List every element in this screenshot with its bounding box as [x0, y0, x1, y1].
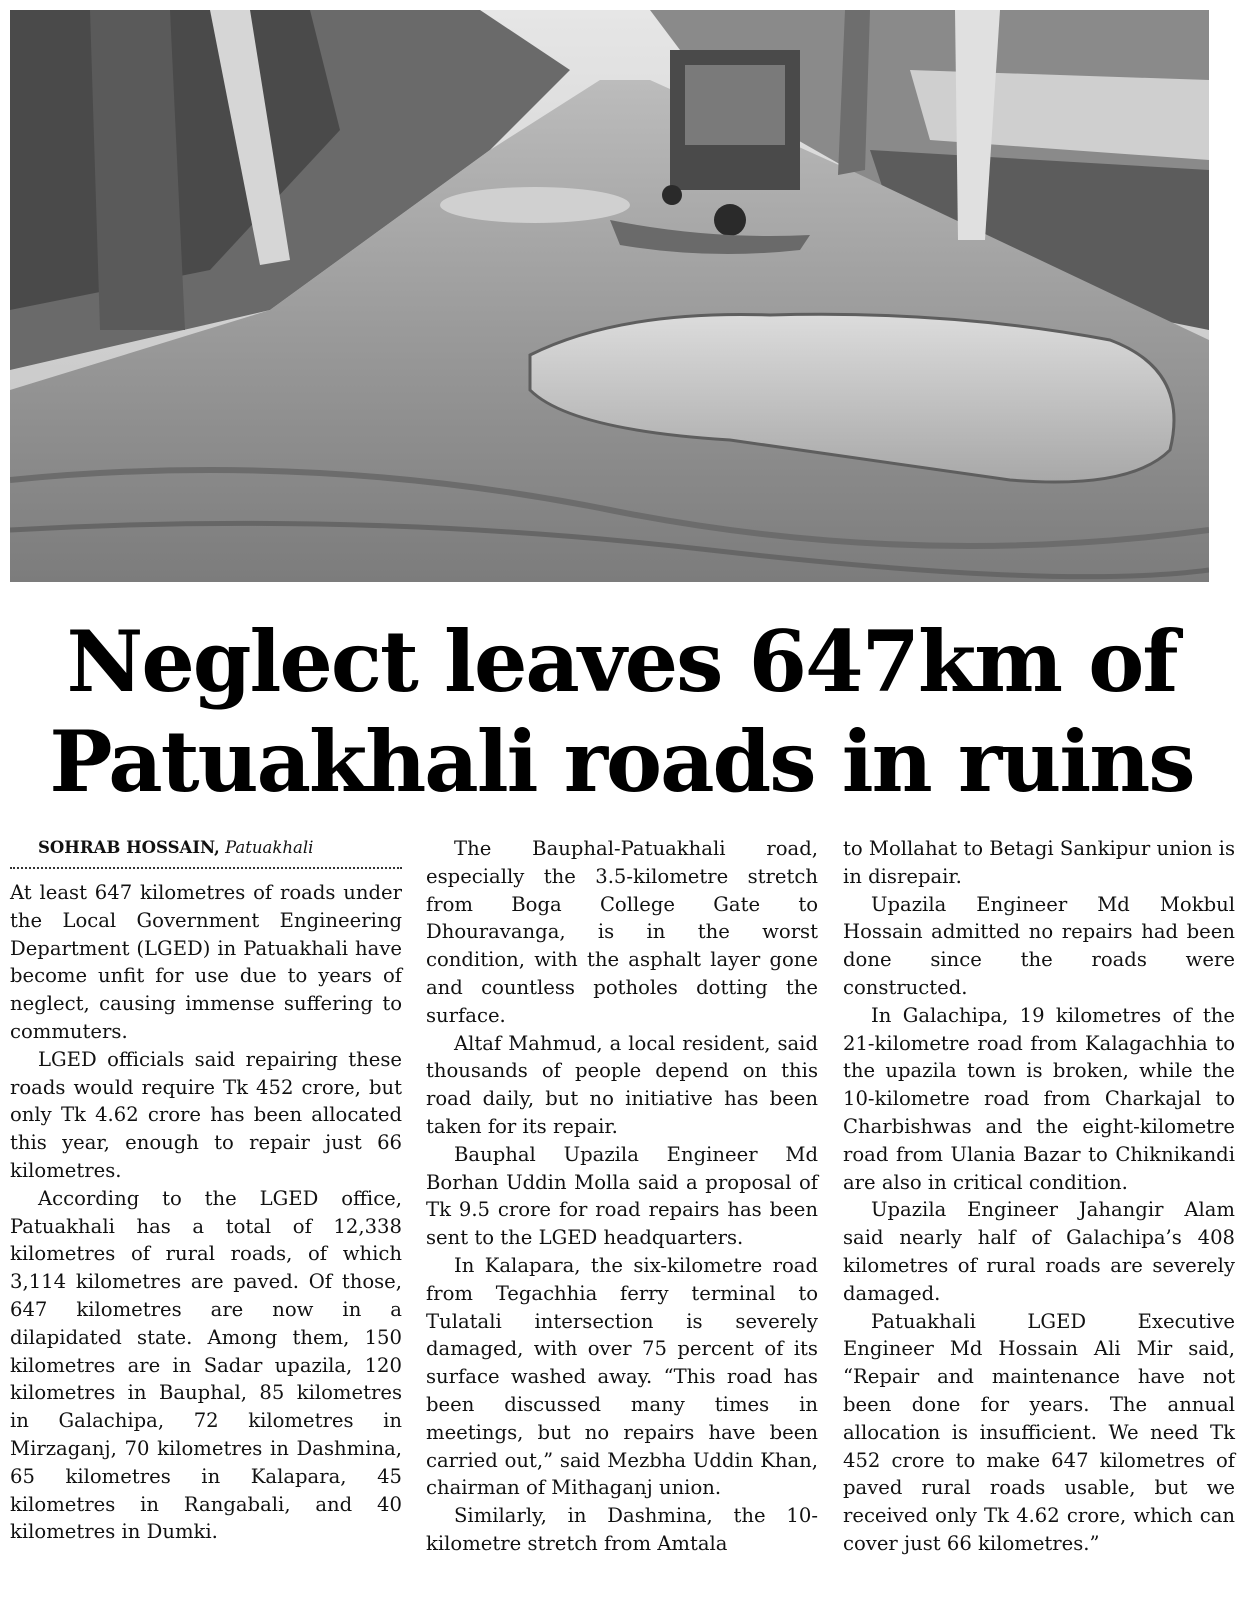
article-column-2: [426, 835, 818, 1558]
paragraph: Upazila Engineer Jahangir Alam said nearly half of Galachipa’s 408 kilometres of rural roads are severely damaged.: [843, 1198, 1235, 1305]
paragraph: Similarly, in Dashmina, the 10-kilometre stretch from Amtala: [426, 1504, 818, 1555]
paragraph: Patuakhali LGED Executive Engineer Md Hossain Ali Mir said, “Repair and maintenance have not been done for years. The annual allocation is insufficient. We need Tk 452 crore to make 647 kilometres of paved rural roads usable, but we received only Tk 4.62 crore, which can cover just 66 kilometres.”: [843, 1309, 1235, 1555]
paragraph: According to the LGED office, Patuakhali has a total of 12,338 kilometres of rural roads, of which 3,114 kilometres are paved. Of those, 647 kilometres are now in a dilapidated state. Among them, 150 kilometres are in Sadar upazila, 120 kilometres in Bauphal, 85 kilometres in Galachipa, 72 kilometres in Mirzaganj, 70 kilometres in Dashmina, 65 kilometres in Kalapara, 45 kilometres in Rangabali, and 40 kilometres in Dumki.: [10, 1186, 402, 1544]
article-column-3: [843, 835, 1235, 1558]
article-column-1: [10, 835, 402, 1546]
byline: [10, 835, 402, 861]
road-photo: [10, 10, 1209, 582]
paragraph: At least 647 kilometres of roads under the Local Government Engineering Department (LGED) in Patuakhali have become unfit for use due to years of neglect, causing immense suffering to commuters.: [10, 881, 402, 1043]
road-potholes-photo-icon: [10, 10, 1209, 582]
byline-author: SOHRAB HOSSAIN,: [38, 838, 220, 857]
paragraph: Altaf Mahmud, a local resident, said thousands of people depend on this road daily, but no initiative has been taken for its repair.: [426, 1031, 818, 1138]
paragraph-continuation: to Mollahat to Betagi Sankipur union is in disrepair.: [843, 837, 1235, 888]
paragraph: LGED officials said repairing these roads would require Tk 452 crore, but only Tk 4.62 crore has been allocated this year, enough to repair just 66 kilometres.: [10, 1047, 402, 1182]
paragraph: In Galachipa, 19 kilometres of the 21-kilometre road from Kalagachhia to the upazila town is broken, while the 10-kilometre road from Charkajal to Charbishwas and the eight-kilometre road from Ulania Bazar to Chiknikandi are also in critical condition.: [843, 1003, 1235, 1194]
byline-divider: [10, 867, 402, 869]
paragraph: In Kalapara, the six-kilometre road from Tegachhia ferry terminal to Tulatali intersection is severely damaged, with over 75 percent of its surface washed away. “This road has been discussed many times in meetings, but no repairs have been carried out,” said Mezbha Uddin Khan, chairman of Mithaganj union.: [426, 1253, 818, 1500]
paragraph: The Bauphal-Patuakhali road, especially the 3.5-kilometre stretch from Boga College Gate to Dhouravanga, is in the worst condition, with the asphalt layer gone and countless potholes dotting the surface.: [426, 837, 818, 1027]
paragraph: Upazila Engineer Md Mokbul Hossain admitted no repairs had been done since the roads were constructed.: [843, 892, 1235, 999]
headline-line-1: Neglect leaves 647km of: [66, 612, 1177, 711]
byline-location: Patuakhali: [225, 838, 314, 857]
headline-line-2: Patuakhali roads in ruins: [49, 712, 1194, 811]
paragraph: Bauphal Upazila Engineer Md Borhan Uddin Molla said a proposal of Tk 9.5 crore for road repairs has been sent to the LGED headquarters.: [426, 1142, 818, 1250]
headline: [10, 612, 1233, 812]
